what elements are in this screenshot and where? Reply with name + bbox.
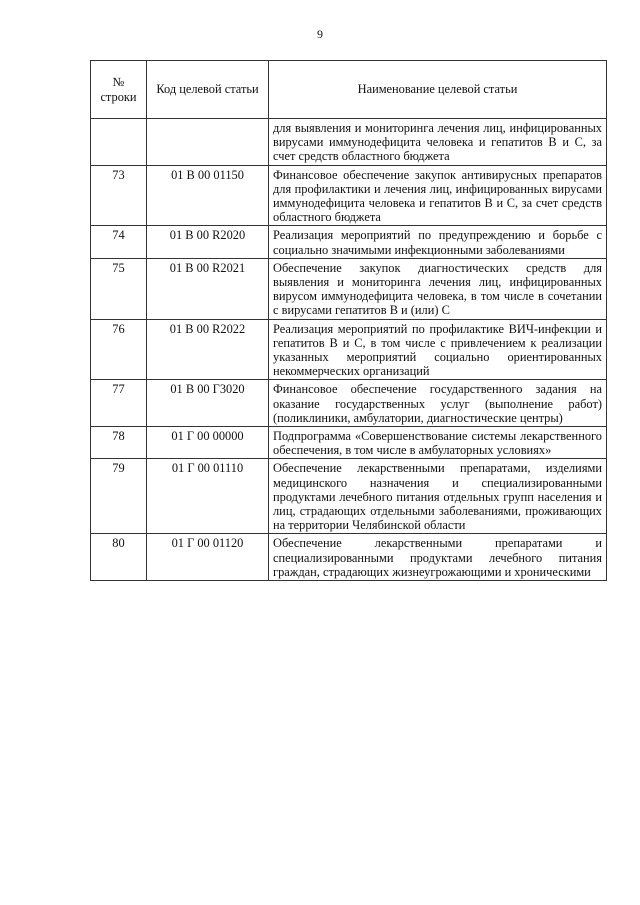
target-articles-table	[90, 60, 607, 581]
row-code: 01 Г 00 00000	[147, 427, 269, 459]
row-name: Подпрограмма «Совершенствование системы лекарственного обеспечения, в том числе в амбулаторных условиях»	[269, 427, 607, 459]
row-name: Финансовое обеспечение государственного задания на оказание государственных услуг (выполнение работ) (поликлиники, амбулатории, диагностические центры)	[269, 380, 607, 427]
row-code: 01 В 00 01150	[147, 165, 269, 226]
row-name: Обеспечение закупок диагностических средств для выявления и мониторинга лечения лиц, инфицированных вирусом иммунодефицита человека, в том числе в сочетании с вирусами гепатитов B и (или) C	[269, 258, 607, 319]
table-row	[91, 380, 607, 427]
table-row	[91, 319, 607, 380]
table-row	[91, 226, 607, 258]
table-row	[91, 119, 607, 166]
row-code	[147, 119, 269, 166]
row-name: для выявления и мониторинга лечения лиц, инфицированных вирусами иммунодефицита человека и гепатитов B и C, за счет средств областного бюджета	[269, 119, 607, 166]
row-code: 01 В 00 R2021	[147, 258, 269, 319]
row-number: 77	[91, 380, 147, 427]
row-number: 78	[91, 427, 147, 459]
row-number: 79	[91, 459, 147, 534]
row-number: 75	[91, 258, 147, 319]
row-number: 76	[91, 319, 147, 380]
row-code: 01 Г 00 01120	[147, 534, 269, 581]
table-row	[91, 427, 607, 459]
table-row	[91, 534, 607, 581]
row-name: Реализация мероприятий по предупреждению и борьбе с социально значимыми инфекционными заболеваниями	[269, 226, 607, 258]
row-name: Обеспечение лекарственными препаратами, изделиями медицинского назначения и специализированными продуктами лечебного питания отдельных групп населения и лиц, страдающих отдельными заболеваниями, проживающих на территории Челябинской области	[269, 459, 607, 534]
row-code: 01 В 00 R2020	[147, 226, 269, 258]
table-header-row	[91, 61, 607, 119]
row-name: Реализация мероприятий по профилактике ВИЧ-инфекции и гепатитов B и C, в том числе с привлечением к реализации указанных мероприятий социально ориентированных некоммерческих организаций	[269, 319, 607, 380]
page-number: 9	[317, 27, 323, 41]
row-number: 73	[91, 165, 147, 226]
row-code: 01 В 00 R2022	[147, 319, 269, 380]
row-number: 80	[91, 534, 147, 581]
header-code: Код целевой статьи	[147, 61, 269, 119]
row-code: 01 Г 00 01110	[147, 459, 269, 534]
header-name: Наименование целевой статьи	[269, 61, 607, 119]
row-number	[91, 119, 147, 166]
table-row	[91, 165, 607, 226]
row-code: 01 В 00 Г3020	[147, 380, 269, 427]
row-name: Обеспечение лекарственными препаратами и специализированными продуктами лечебного питания граждан, страдающих жизнеугрожающими и хроническими	[269, 534, 607, 581]
header-row-number: № строки	[91, 61, 147, 119]
table-row	[91, 459, 607, 534]
row-number: 74	[91, 226, 147, 258]
table-row	[91, 258, 607, 319]
row-name: Финансовое обеспечение закупок антивирусных препаратов для профилактики и лечения лиц, инфицированных вирусами иммунодефицита человека и гепатитов B и C, за счет средств областного бюджета	[269, 165, 607, 226]
